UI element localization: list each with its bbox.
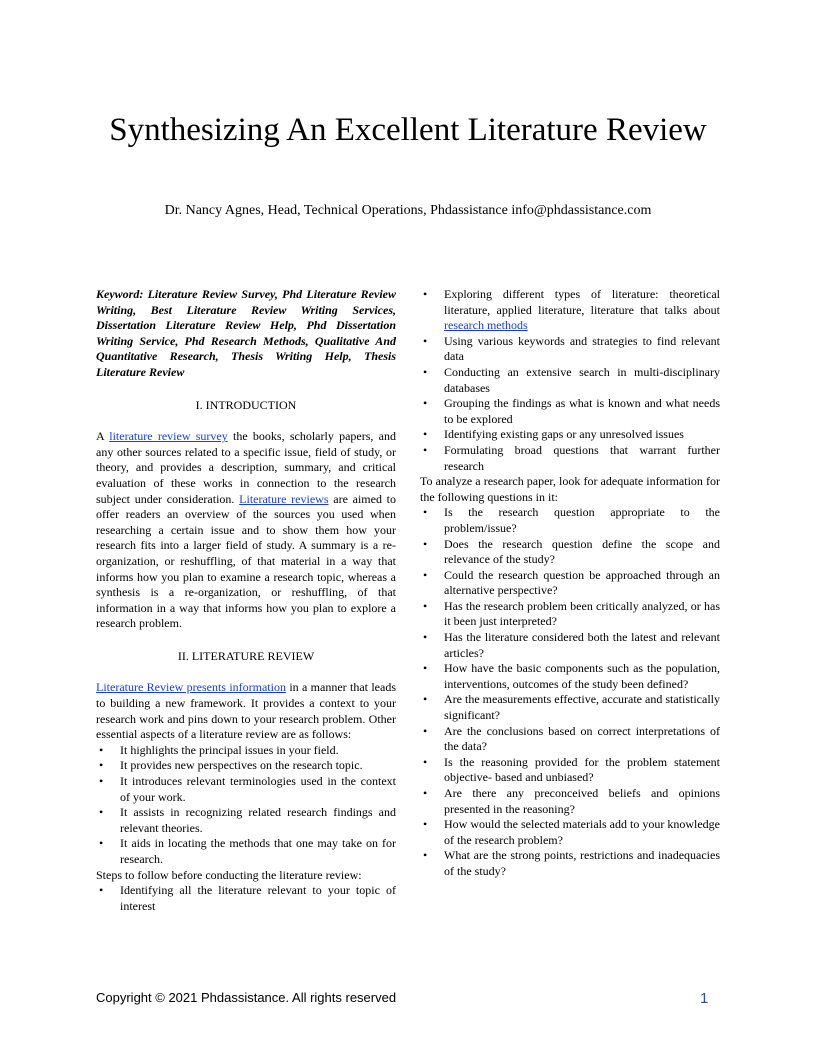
section-heading-literature-review: II. LITERATURE REVIEW <box>177 648 315 663</box>
list-item: • How would the selected materials add to your knowledge of the research problem? <box>420 817 720 848</box>
list-item: • Are the conclusions based on correct interpretations of the data? <box>420 724 720 755</box>
review-paragraph <box>96 680 396 742</box>
list-item: • It aids in locating the methods that one may take on for research. <box>96 836 396 867</box>
list-item: • It assists in recognizing related research findings and relevant theories. <box>96 805 396 836</box>
intro-text-c: are aimed to offer readers an overview of the sources you used when researching a certain issue and to show them how your research fits into a larger field of study. A summary is a re-organization, or reshuffling, of that material in a way that informs how you plan to examine a research topic, whereas a synthesis is a re-organization, or reshuffling, of that information in a way that informs how you plan to explore a research problem. <box>96 491 397 631</box>
list-item: • Has the research problem been critically analyzed, or has it been just interpreted? <box>420 599 720 630</box>
list-item: • Could the research question be approached through an alternative perspective? <box>420 568 720 599</box>
copyright-footer: Copyright © 2021 Phdassistance. All rights reserved <box>96 990 397 1005</box>
literature-reviews-link[interactable]: Literature reviews <box>239 491 329 506</box>
intro-paragraph <box>96 429 396 632</box>
list-item: • Does the research question define the scope and relevance of the study? <box>420 537 720 568</box>
right-column <box>420 287 720 880</box>
steps-intro: Steps to follow before conducting the literature review: <box>96 867 362 882</box>
list-item: • Grouping the findings as what is known and what needs to be explored <box>420 396 720 427</box>
steps-list-continued <box>420 287 720 474</box>
research-methods-link[interactable]: research methods <box>444 318 528 333</box>
list-item: • It provides new perspectives on the research topic. <box>96 758 396 774</box>
list-item: • Identifying existing gaps or any unresolved issues <box>420 427 720 443</box>
list-item: • It highlights the principal issues in your field. <box>96 743 396 759</box>
list-item: • Are the measurements effective, accurate and statistically significant? <box>420 692 720 723</box>
step2-text: Exploring different types of literature: theoretical literature, applied literature, literature that talks about <box>444 287 720 317</box>
list-item: • It introduces relevant terminologies used in the context of your work. <box>96 774 396 805</box>
list-item: • Is the research question appropriate to the problem/issue? <box>420 505 720 536</box>
list-item: • Is the reasoning provided for the problem statement objective- based and unbiased? <box>420 755 720 786</box>
list-item: • Conducting an extensive search in multi-disciplinary databases <box>420 365 720 396</box>
intro-text-b: the books, scholarly papers, and any other sources related to a specific issue, field of study, or theory, and provides a description, summary, and critical evaluation of these works in connection to the research subject under consideration. <box>96 429 396 506</box>
steps-list-start <box>96 883 396 914</box>
author-line: Dr. Nancy Agnes, Head, Technical Operations, Phdassistance info@phdassistance.com <box>164 203 652 218</box>
list-item: • Using various keywords and strategies to find relevant data <box>420 334 720 365</box>
literature-review-presents-link[interactable]: Literature Review presents information <box>96 680 286 695</box>
list-item: • What are the strong points, restrictions and inadequacies of the study? <box>420 848 720 879</box>
analyze-intro: To analyze a research paper, look for adequate information for the following questions in it: <box>420 474 720 504</box>
list-item <box>420 287 720 334</box>
list-item: • Formulating broad questions that warrant further research <box>420 443 720 474</box>
list-item: • How have the basic components such as the population, interventions, outcomes of the study been defined? <box>420 661 720 692</box>
review-text: in a manner that leads to building a new framework. It provides a context to your research work and pins down to your research problem. Other essential aspects of a literature review are as follows: <box>96 680 397 742</box>
paper-title: Synthesizing An Excellent Literature Review <box>109 112 707 148</box>
page-number: 1 <box>700 990 709 1007</box>
keywords: Keyword: Literature Review Survey, Phd Literature Review Writing, Best Literature Review Writing Services, Dissertation Literature Review Help, Phd Dissertation Writing Service, Phd Research Methods, Qualitative And Quantitative Research, Thesis Writing Help, Thesis Literature Review <box>96 287 396 379</box>
left-column <box>96 287 396 914</box>
section-heading-introduction: I. INTRODUCTION <box>195 397 297 412</box>
literature-review-survey-link[interactable]: literature review survey <box>109 429 228 444</box>
aspects-list <box>96 743 396 868</box>
list-item: • Has the literature considered both the latest and relevant articles? <box>420 630 720 661</box>
list-item: • Identifying all the literature relevant to your topic of interest <box>96 883 396 914</box>
intro-text-a: A <box>96 429 110 444</box>
questions-list <box>420 505 720 879</box>
list-item: • Are there any preconceived beliefs and opinions presented in the reasoning? <box>420 786 720 817</box>
